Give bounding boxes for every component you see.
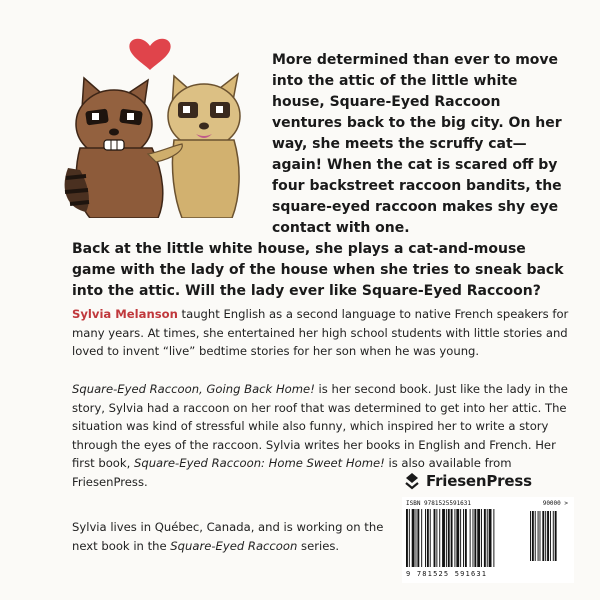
barcode-addon-bar (547, 511, 549, 561)
location-paragraph (72, 518, 392, 555)
barcode-bar (430, 509, 431, 567)
barcode-bar (448, 509, 450, 567)
book-info-text-end: is also available from FriesenPress. (72, 456, 512, 489)
heart-icon (129, 39, 170, 70)
barcode-bar (493, 509, 494, 567)
barcode-addon-bar (538, 511, 539, 561)
barcode-bar (465, 509, 467, 567)
bio-text: taught English as a second language to native French speakers for many years. At times, she entertained her high school students with little stories and loved to invent “live” bedtime stories for her son when he was young. (72, 307, 569, 359)
barcode-bar (487, 509, 488, 567)
price-code: 90000 > (542, 500, 568, 507)
brown-raccoon (65, 78, 163, 218)
barcode-bar (473, 509, 474, 567)
author-bio-paragraph (72, 305, 582, 361)
barcode-bar (460, 509, 461, 567)
barcode-addon-bar (553, 511, 554, 561)
barcode-bar (481, 509, 482, 567)
blurb-paragraph-top: More determined than ever to move into the attic of the little white house, Square-Eyed Raccoon ventures back to the big city. On her way, she meets the scruffy cat—again! When the cat is scared off by four backstreet raccoon bandits, the square-eyed raccoon makes shy eye contact with one. (272, 52, 562, 236)
barcode-bar (439, 509, 440, 567)
barcode-bar (427, 509, 429, 567)
blurb-paragraph-bottom: Back at the little white house, she plays a cat-and-mouse game with the lady of the house when she tries to sneak back into the attic. Will the lady ever like Square-Eyed Raccoon? (72, 241, 564, 299)
barcode-bar (434, 509, 436, 567)
barcode-addon-bar (530, 511, 531, 561)
isbn-label: ISBN 9781525591631 (406, 500, 472, 507)
barcode-bar (470, 509, 471, 567)
book-info-text: is her second book. Just like the lady in the story, Sylvia had a raccoon on her roof that was determined to get into her attic. The situation was kind of stressful while also funny, which inspired her to write a story through the eyes of the raccoon. Sylvia writes her books in English and French. Her first book, (72, 382, 568, 471)
series-title: Square-Eyed Raccoon (170, 538, 298, 553)
barcode-addon-bar (542, 511, 544, 561)
first-book-title: Square-Eyed Raccoon: Home Sweet Home! (133, 456, 385, 471)
barcode-bar (436, 509, 437, 567)
barcode-addon-bar (532, 511, 534, 561)
barcode-bars (406, 509, 570, 569)
barcode-bar (454, 509, 455, 567)
raccoons-illustration (62, 28, 262, 218)
barcode-bar (442, 509, 445, 567)
barcode-addon-bar (535, 511, 536, 561)
friesenpress-logo-icon (404, 472, 420, 490)
barcode-bar (456, 509, 459, 567)
barcode-addon-bar (545, 511, 546, 561)
barcode-bar (446, 509, 447, 567)
publisher-logo (404, 472, 532, 490)
barcode-addon-bar (555, 511, 557, 561)
barcode-bar (412, 509, 415, 567)
barcode-bar (474, 509, 476, 567)
isbn-barcode (402, 497, 574, 583)
barcode-bar (406, 509, 408, 567)
location-text: Sylvia lives in Québec, Canada, and is working on the next book in the (72, 520, 384, 553)
barcode-bar (417, 509, 419, 567)
author-name: Sylvia Melanson (72, 307, 178, 321)
barcode-bar (416, 509, 417, 567)
isbn-digits: 9 781525 591631 (406, 570, 488, 578)
barcode-bar (477, 509, 480, 567)
barcode-bar (421, 509, 422, 567)
barcode-bar (451, 509, 453, 567)
barcode-addon-bar (540, 511, 541, 561)
barcode-bar (409, 509, 410, 567)
location-text-end: series. (297, 538, 340, 553)
publisher-name: FriesenPress (426, 472, 532, 490)
barcode-bar (489, 509, 492, 567)
barcode-addon-bar (550, 511, 551, 561)
barcode-bar (463, 509, 464, 567)
book-title: Square-Eyed Raccoon, Going Back Home! (72, 382, 315, 396)
barcode-bar (425, 509, 426, 567)
barcode-bar (484, 509, 486, 567)
